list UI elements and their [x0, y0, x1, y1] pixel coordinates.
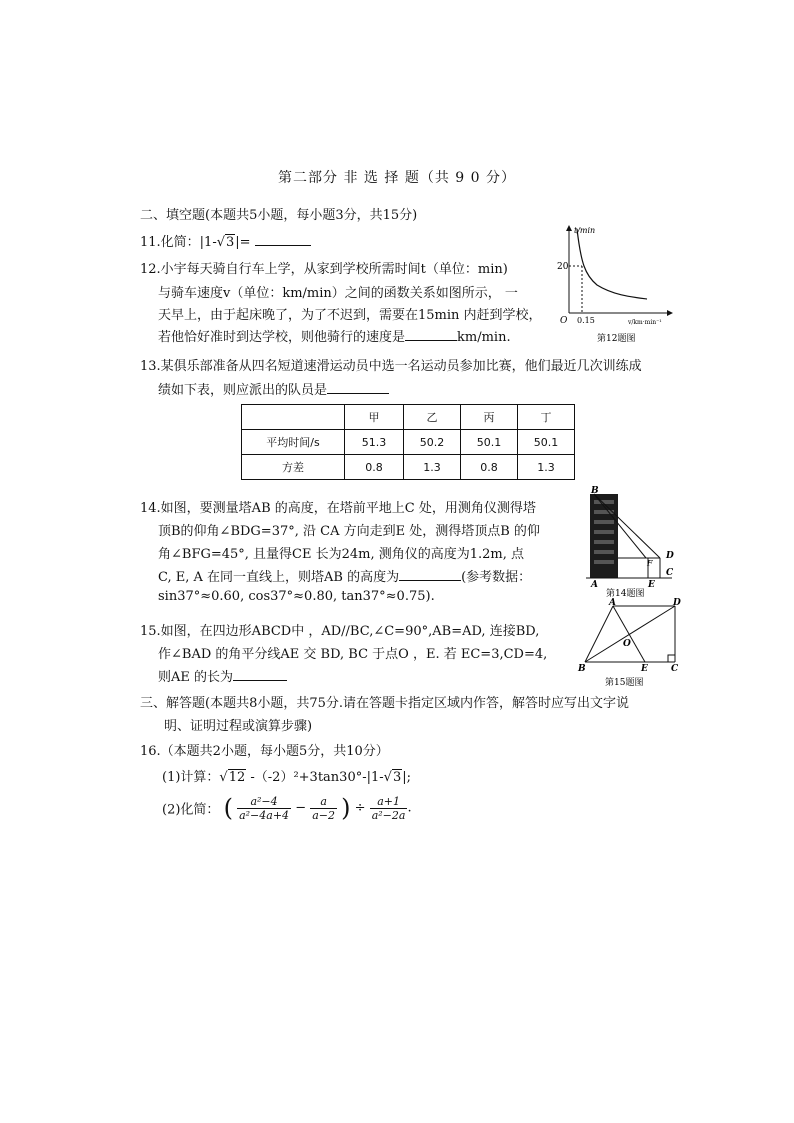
fig14-label-A: A: [591, 580, 598, 590]
q12-line-2: 与骑车速度v（单位：km/min）之间的函数关系如图所示， 一: [158, 286, 518, 301]
table-header: 丁: [518, 405, 575, 430]
table-cell: 1.3: [404, 455, 461, 480]
q13-line-2: 绩如下表，则应派出的队员是: [158, 379, 389, 398]
q12-line-3: 天早上，由于起床晚了，为了不迟到，需要在15min 内赶到学校，: [158, 308, 542, 323]
fig12-ylabel: t/min: [574, 226, 596, 235]
q16-header: 16.（本题共2小题，每小题5分，共10分）: [140, 744, 389, 759]
q15-line-1: 15.如图，在四边形ABCD中 ，AD//BC,∠C=90°,AB=AD, 连接BD,: [140, 624, 540, 639]
figure-15-quadrilateral: [577, 596, 687, 688]
right-paren: ): [341, 794, 351, 822]
fig15-label-C: C: [671, 664, 679, 674]
fig15-label-E: E: [641, 664, 648, 674]
table-cell: 50.2: [404, 430, 461, 455]
fig15-label-B: B: [578, 664, 586, 674]
q14-line-3: 角∠BFG=45°, 且量得CE 长为24m, 测角仪的高度为1.2m, 点: [158, 547, 525, 562]
section-fill-in-header: 二、填空题(本题共5小题，每小题3分，共15分): [140, 208, 418, 223]
left-paren: (: [223, 794, 233, 822]
table-header: 丙: [461, 405, 518, 430]
figure-14-tower: [582, 484, 682, 598]
q16-part-1: (1)计算：√12 -（-2）²+3tan30°-|1-√3|;: [162, 770, 411, 785]
table-cell: 平均时间/s: [242, 430, 345, 455]
score-table: [241, 404, 575, 480]
q14-line-1: 14.如图，要测量塔AB 的高度，在塔前平地上C 处，用测角仪测得塔: [140, 501, 536, 516]
q15-line-3: 则AE 的长为: [158, 666, 287, 685]
q14-line-4: C, E, A 在同一直线上，则塔AB 的高度为 (参考数据：: [158, 566, 531, 585]
table-cell: 50.1: [518, 430, 575, 455]
table-cell: 50.1: [461, 430, 518, 455]
answer-blank[interactable]: [327, 380, 389, 394]
answer-blank[interactable]: [255, 232, 311, 246]
section-solve-header-line-1: 三、解答题(本题共8小题，共75分.请在答题卡指定区域内作答，解答时应写出文字说: [140, 696, 630, 711]
fig15-caption: 第15题图: [605, 678, 644, 688]
fraction-1: $\frac{\text{a²−4}}{\text{a²−4a+4}}$: [239, 794, 290, 822]
answer-blank[interactable]: [399, 567, 461, 581]
table-row: [242, 430, 575, 455]
fraction-3: $\frac{a+1}{\text{a²−2a}}$: [371, 794, 406, 822]
table-header: 乙: [404, 405, 461, 430]
table-cell: 51.3: [345, 430, 404, 455]
table-header: [242, 405, 345, 430]
table-header-row: [242, 405, 575, 430]
fig12-xtick: 0.15: [577, 316, 595, 325]
fig15-label-A: A: [609, 598, 616, 608]
table-row: [242, 455, 575, 480]
sqrt-sign: √: [219, 770, 228, 785]
q16-radical-1: 12: [228, 770, 246, 785]
q12-line-1: 12.小宇每天骑自行车上学，从家到学校所需时间t（单位：min): [140, 262, 508, 277]
sqrt-sign: √: [216, 235, 226, 250]
fig14-label-E: E: [648, 580, 655, 590]
q14-ref: (参考数据：: [461, 570, 532, 585]
q12-line-4: 若他恰好准时到达学校，则他骑行的速度是 km/min.: [158, 326, 511, 345]
fig14-label-D: D: [666, 551, 674, 561]
fig14-label-C: C: [666, 568, 674, 578]
table-cell: 方差: [242, 455, 345, 480]
q12-unit: km/min.: [457, 330, 511, 345]
fig14-label-F: F: [647, 559, 653, 568]
q13-line-1: 13.某俱乐部准备从四名短道速滑运动员中选一名运动员参加比赛，他们最近几次训练成: [140, 359, 642, 374]
q16-part-2: (2)化简： ( $\frac{\text{a²−4}}{\text{a²−4a+4}}$ − $\frac{a}{a-2}$ ) ÷ $\frac{a+1}{\text{a²−2a}}$ .: [162, 794, 412, 822]
answer-blank[interactable]: [405, 327, 457, 341]
table-header: 甲: [345, 405, 404, 430]
part-title: 第二部分 非 选 择 题（共 9 0 分）: [278, 170, 516, 186]
fig12-ytick: 20: [557, 262, 569, 272]
fig14-label-B: B: [591, 486, 599, 496]
sqrt-sign: √: [383, 770, 392, 785]
fig15-label-D: D: [673, 598, 681, 608]
table-cell: 0.8: [461, 455, 518, 480]
fig12-origin: O: [560, 316, 568, 326]
q11-suffix: |=: [235, 235, 251, 250]
q11-prefix: 11.化简：|1-: [140, 235, 217, 250]
fig12-caption: 第12题图: [597, 334, 636, 344]
fig15-label-O: O: [623, 639, 631, 649]
fig14-caption: 第14题图: [606, 589, 645, 598]
q14-line-2: 顶B的仰角∠BDG=37°, 沿 CA 方向走到E 处，测得塔顶点B 的仰: [158, 524, 540, 539]
answer-blank[interactable]: [233, 667, 287, 681]
section-solve-header-line-2: 明、证明过程或演算步骤): [164, 719, 313, 734]
q11-radical: 3: [226, 235, 235, 250]
q14-line-5: sin37°≈0.60, cos37°≈0.80, tan37°≈0.75).: [158, 589, 435, 604]
table-cell: 0.8: [345, 455, 404, 480]
question-11: [140, 231, 311, 250]
q15-line-2: 作∠BAD 的角平分线AE 交 BD, BC 于点O ，E. 若 EC=3,CD=4,: [158, 647, 548, 662]
divide-sign: ÷: [354, 800, 366, 816]
fig12-xlabel: v/km·min⁻¹: [628, 319, 662, 326]
figure-12-graph: [555, 223, 675, 345]
q16-radical-2: 3: [392, 770, 402, 785]
table-cell: 1.3: [518, 455, 575, 480]
fraction-2: $\frac{a}{a-2}$: [312, 794, 336, 822]
minus-sign: −: [295, 800, 307, 816]
